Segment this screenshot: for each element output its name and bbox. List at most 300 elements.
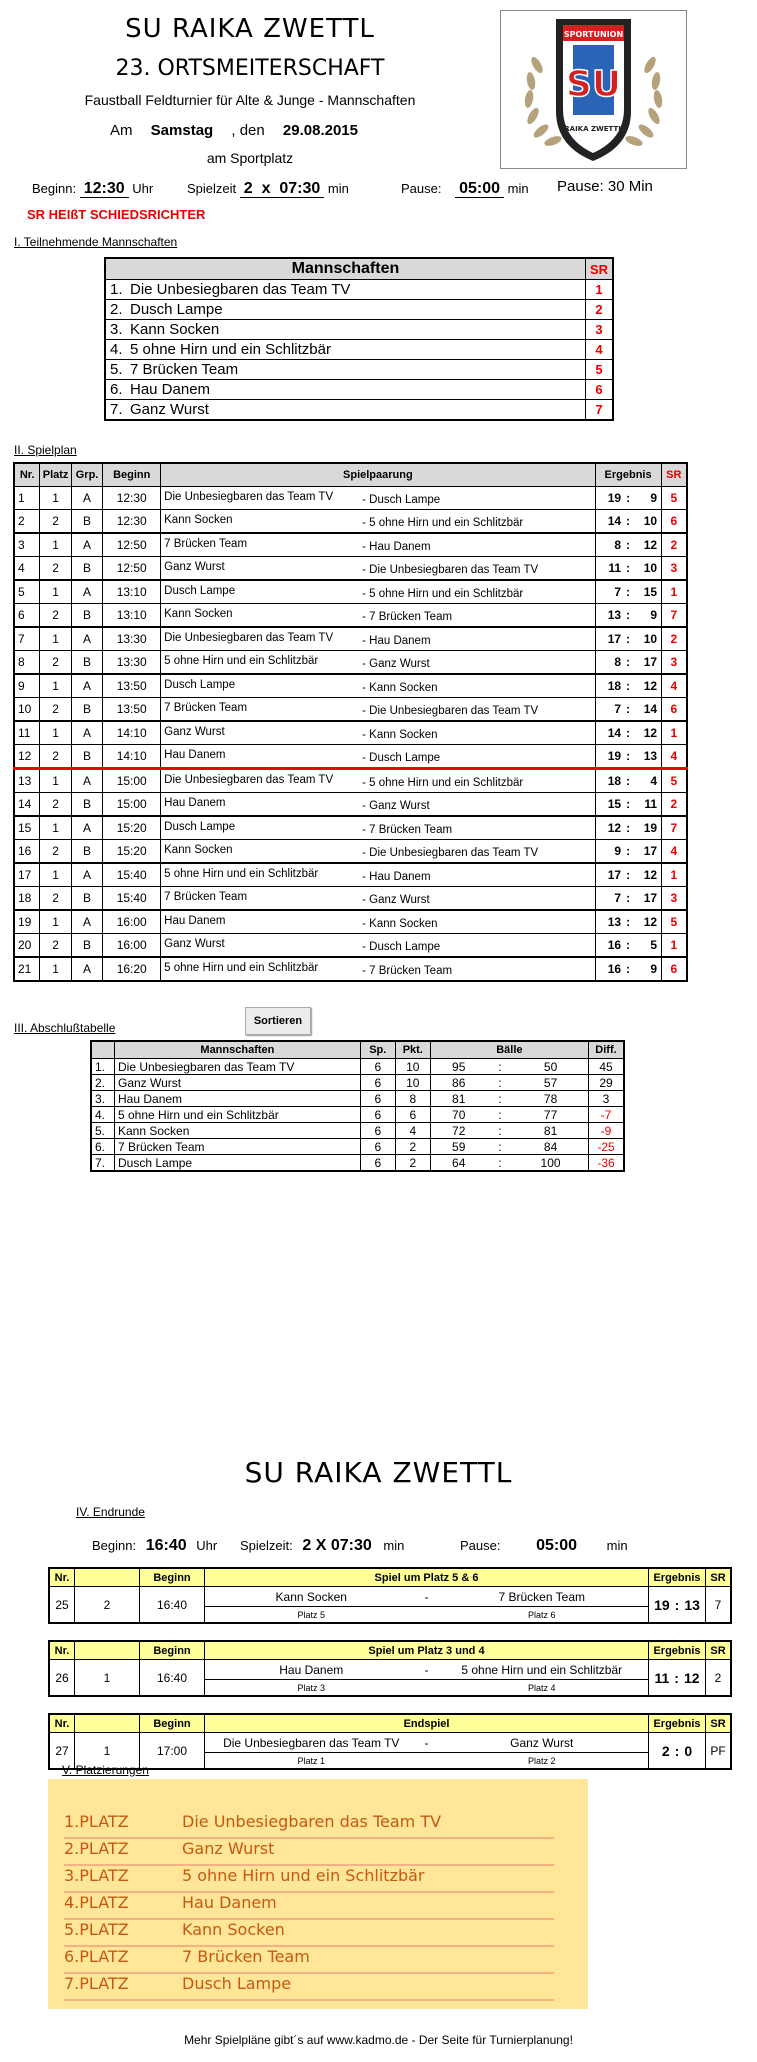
endrunde-match-title: Spiel um Platz 3 und 4 — [205, 1641, 649, 1660]
game-beginn: 13:10 — [103, 604, 161, 628]
game-result: 12 : 19 — [595, 816, 661, 840]
placing-rank: 4.PLATZ — [64, 1893, 129, 1912]
endrunde-match-title: Spiel um Platz 5 & 6 — [205, 1568, 649, 1587]
standings-team: Dusch Lampe — [115, 1155, 361, 1172]
schedule-row — [14, 674, 687, 698]
game-grp: A — [71, 957, 102, 981]
placing-rank: 3.PLATZ — [64, 1866, 129, 1885]
game-grp: B — [71, 698, 102, 722]
begin-info: Beginn: 12:30 Uhr — [32, 180, 154, 197]
game-sr: 5 — [661, 487, 687, 510]
am-label: Am — [110, 122, 133, 139]
endrunde-result: 2 : 0 — [649, 1733, 706, 1770]
schedule-row — [14, 816, 687, 840]
game-beginn: 15:40 — [103, 863, 161, 887]
schedule-row — [14, 887, 687, 911]
endrunde-platz: 2 — [75, 1587, 140, 1624]
game-grp: A — [71, 627, 102, 651]
game-pairing — [161, 793, 595, 817]
schedule-col-header: Spielpaarung — [161, 463, 595, 487]
game-platz: 1 — [40, 957, 71, 981]
team-away: - 5 ohne Hirn und ein Schlitzbär — [362, 587, 524, 600]
endrunde-col-nr: Nr. — [49, 1641, 75, 1660]
placing-row — [64, 1866, 554, 1893]
game-result: 17 : 12 — [595, 863, 661, 887]
endrunde-col-ergebnis: Ergebnis — [649, 1641, 706, 1660]
placing-row — [64, 1893, 554, 1920]
schedule-col-header: Beginn — [103, 463, 161, 487]
standings-pkt: 10 — [395, 1075, 430, 1091]
placing-rank: 5.PLATZ — [64, 1920, 129, 1939]
game-beginn: 15:20 — [103, 840, 161, 864]
standings-pkt: 8 — [395, 1091, 430, 1107]
game-pairing — [161, 604, 595, 628]
standings-col-sp: Sp. — [360, 1041, 395, 1059]
endrunde-team1: Hau Danem — [279, 1662, 344, 1677]
standings-rank: 2. — [91, 1075, 115, 1091]
placing-team: Dusch Lampe — [182, 1974, 292, 1993]
game-platz: 2 — [40, 745, 71, 769]
team-away: - Die Unbesiegbaren das Team TV — [362, 704, 539, 717]
game-grp: B — [71, 510, 102, 534]
svg-text:SU: SU — [565, 64, 622, 105]
team-away: - 7 Brücken Team — [362, 610, 453, 623]
schedule-row — [14, 510, 687, 534]
team-home: Dusch Lampe — [164, 584, 236, 597]
standings-balls-against: 57 — [513, 1075, 588, 1091]
game-sr: 6 — [661, 957, 687, 981]
game-pairing — [161, 863, 595, 887]
standings-sp: 6 — [360, 1091, 395, 1107]
game-sr: 1 — [661, 721, 687, 745]
game-platz: 2 — [40, 840, 71, 864]
game-result: 7 : 15 — [595, 580, 661, 604]
schedule-col-header: Platz — [40, 463, 71, 487]
schedule-row — [14, 769, 687, 793]
standings-pkt: 4 — [395, 1123, 430, 1139]
game-grp: A — [71, 863, 102, 887]
day-value: Samstag — [150, 122, 214, 139]
schedule-row — [14, 840, 687, 864]
team-name: 3. Kann Socken — [105, 320, 585, 340]
game-grp: B — [71, 651, 102, 675]
team-away: - Kann Socken — [362, 917, 438, 930]
team-home: 7 Brücken Team — [164, 701, 248, 714]
game-platz: 2 — [40, 934, 71, 958]
placing-rank: 7.PLATZ — [64, 1974, 129, 1993]
team-home: Ganz Wurst — [164, 560, 225, 573]
placing-team: 5 ohne Hirn und ein Schlitzbär — [182, 1866, 425, 1885]
endrunde-sr: 7 — [706, 1587, 732, 1624]
game-nr: 1 — [14, 487, 40, 510]
placing-row — [64, 1947, 554, 1974]
schedule-row — [14, 651, 687, 675]
game-result: 13 : 9 — [595, 604, 661, 628]
placings-box — [48, 1779, 588, 2009]
standings-rank: 4. — [91, 1107, 115, 1123]
section-teams-heading: I. Teilnehmende Mannschaften — [14, 235, 178, 249]
endrunde-col-nr: Nr. — [49, 1714, 75, 1733]
game-result: 9 : 17 — [595, 840, 661, 864]
standings-diff: 45 — [589, 1059, 625, 1075]
game-result: 13 : 12 — [595, 910, 661, 934]
game-pairing — [161, 651, 595, 675]
game-nr: 13 — [14, 769, 40, 793]
game-pairing — [161, 840, 595, 864]
game-beginn: 16:00 — [103, 934, 161, 958]
game-beginn: 12:30 — [103, 487, 161, 510]
standings-pkt: 2 — [395, 1155, 430, 1172]
standings-row: 4. 5 ohne Hirn und ein Schlitzbär 6 6 70 : 77 -7 — [91, 1107, 624, 1123]
schedule-row — [14, 793, 687, 817]
game-platz: 2 — [40, 510, 71, 534]
standings-team: Kann Socken — [115, 1123, 361, 1139]
team-away: - Dusch Lampe — [362, 751, 441, 764]
endrunde-pause: Pause: 05:00 min — [460, 1537, 628, 1554]
game-nr: 8 — [14, 651, 40, 675]
schedule-row — [14, 698, 687, 722]
team-name: 1. Die Unbesiegbaren das Team TV — [105, 280, 585, 300]
team-away: - Ganz Wurst — [362, 893, 430, 906]
team-row — [105, 320, 613, 340]
team-home: Die Unbesiegbaren das Team TV — [164, 631, 334, 644]
team-away: - Hau Danem — [362, 540, 431, 553]
standings-col-balls: Bälle — [430, 1041, 588, 1059]
game-platz: 1 — [40, 721, 71, 745]
placing-row — [64, 1812, 554, 1839]
endrunde-col-beginn: Beginn — [140, 1568, 205, 1587]
team-sr: 2 — [585, 300, 613, 320]
schedule-row — [14, 863, 687, 887]
standings-sp: 6 — [360, 1059, 395, 1075]
pause-note: Pause: 30 Min — [557, 178, 653, 195]
team-sr: 1 — [585, 280, 613, 300]
team-away: - Hau Danem — [362, 870, 431, 883]
endrunde-col-sr: SR — [706, 1641, 732, 1660]
team-away: - Ganz Wurst — [362, 657, 430, 670]
team-home: Die Unbesiegbaren das Team TV — [164, 490, 334, 503]
game-sr: 1 — [661, 580, 687, 604]
standings-team: Hau Danem — [115, 1091, 361, 1107]
endrunde-team2: 7 Brücken Team — [498, 1589, 585, 1604]
game-beginn: 12:30 — [103, 510, 161, 534]
standings-sp: 6 — [360, 1123, 395, 1139]
game-grp: A — [71, 580, 102, 604]
team-away: - Kann Socken — [362, 728, 438, 741]
schedule-row — [14, 604, 687, 628]
endrunde-pairing: Hau Danem - 5 ohne Hirn und ein Schlitzbär — [205, 1660, 649, 1680]
standings-diff: -36 — [589, 1155, 625, 1172]
endrunde-team1: Die Unbesiegbaren das Team TV — [223, 1735, 400, 1750]
team-away: - 7 Brücken Team — [362, 964, 453, 977]
endrunde-nr: 26 — [49, 1660, 75, 1697]
game-sr: 2 — [661, 627, 687, 651]
team-row — [105, 380, 613, 400]
game-beginn: 13:30 — [103, 627, 161, 651]
team-sr: 6 — [585, 380, 613, 400]
game-nr: 6 — [14, 604, 40, 628]
team-row — [105, 400, 613, 421]
endrunde-match-table — [48, 1640, 732, 1697]
game-result: 8 : 12 — [595, 533, 661, 557]
game-pairing — [161, 721, 595, 745]
endrunde-col-ergebnis: Ergebnis — [649, 1714, 706, 1733]
svg-text:SPORTUNION: SPORTUNION — [563, 30, 624, 39]
game-sr: 3 — [661, 651, 687, 675]
endrunde-beginn: 17:00 — [140, 1733, 205, 1770]
game-result: 7 : 14 — [595, 698, 661, 722]
endrunde-match-table — [48, 1713, 732, 1770]
game-pairing — [161, 674, 595, 698]
game-platz: 1 — [40, 580, 71, 604]
endrunde-result: 11 : 12 — [649, 1660, 706, 1697]
game-pairing — [161, 887, 595, 911]
team-away: - 5 ohne Hirn und ein Schlitzbär — [362, 516, 524, 529]
placing-team: Hau Danem — [182, 1893, 277, 1912]
endrunde-sr: PF — [706, 1733, 732, 1770]
sort-button[interactable]: Sortieren — [245, 1007, 311, 1035]
game-platz: 1 — [40, 816, 71, 840]
endrunde-sub1: Platz 3 — [297, 1682, 325, 1693]
footer-text: Mehr Spielpläne gibt´s auf www.kadmo.de - Der Seite für Turnierplanung! — [184, 2033, 573, 2047]
game-platz: 2 — [40, 698, 71, 722]
standings-diff: -25 — [589, 1139, 625, 1155]
standings-table — [90, 1040, 625, 1172]
placing-team: Ganz Wurst — [182, 1839, 275, 1858]
team-sr: 3 — [585, 320, 613, 340]
game-result: 7 : 17 — [595, 887, 661, 911]
team-away: - Die Unbesiegbaren das Team TV — [362, 563, 539, 576]
standings-diff: 3 — [589, 1091, 625, 1107]
pause-info: Pause: 05:00 min — [401, 180, 529, 197]
standings-pkt: 2 — [395, 1139, 430, 1155]
schedule-row — [14, 910, 687, 934]
placing-rank: 2.PLATZ — [64, 1839, 129, 1858]
team-name: 6. Hau Danem — [105, 380, 585, 400]
team-sr: 4 — [585, 340, 613, 360]
game-beginn: 15:00 — [103, 769, 161, 793]
standings-team: Die Unbesiegbaren das Team TV — [115, 1059, 361, 1075]
team-away: - 5 ohne Hirn und ein Schlitzbär — [362, 776, 524, 789]
game-pairing — [161, 934, 595, 958]
endrunde-sub2: Platz 4 — [527, 1682, 556, 1693]
team-home: Die Unbesiegbaren das Team TV — [164, 773, 334, 786]
section-schedule-heading: II. Spielplan — [14, 443, 77, 457]
endrunde-nr: 27 — [49, 1733, 75, 1770]
game-result: 8 : 17 — [595, 651, 661, 675]
game-platz: 2 — [40, 651, 71, 675]
game-nr: 16 — [14, 840, 40, 864]
game-beginn: 14:10 — [103, 721, 161, 745]
game-beginn: 13:50 — [103, 674, 161, 698]
placing-rank: 6.PLATZ — [64, 1947, 129, 1966]
team-away: - Hau Danem — [362, 634, 431, 647]
game-pairing — [161, 510, 595, 534]
standings-balls-against: 50 — [513, 1059, 588, 1075]
game-result: 14 : 10 — [595, 510, 661, 534]
team-name: 2. Dusch Lampe — [105, 300, 585, 320]
tournament-subtitle: 23. ORTSMEITERSCHAFT — [115, 56, 385, 81]
game-sr: 2 — [661, 793, 687, 817]
standings-team: 7 Brücken Team — [115, 1139, 361, 1155]
team-away: - Ganz Wurst — [362, 799, 430, 812]
game-nr: 17 — [14, 863, 40, 887]
date-line — [110, 122, 358, 139]
game-platz: 1 — [40, 769, 71, 793]
team-home: 5 ohne Hirn und ein Schlitzbär — [164, 654, 319, 667]
game-pairing — [161, 557, 595, 581]
game-grp: B — [71, 557, 102, 581]
standings-diff: -7 — [589, 1107, 625, 1123]
game-pairing — [161, 627, 595, 651]
endrunde-col-sr: SR — [706, 1714, 732, 1733]
game-result: 15 : 11 — [595, 793, 661, 817]
standings-balls-for: 86 — [430, 1075, 486, 1091]
game-sr: 4 — [661, 840, 687, 864]
game-sr: 1 — [661, 863, 687, 887]
standings-balls-against: 100 — [513, 1155, 588, 1172]
schedule-row — [14, 721, 687, 745]
endrunde-result: 19 : 13 — [649, 1587, 706, 1624]
venue: am Sportplatz — [206, 150, 294, 166]
game-pairing — [161, 957, 595, 981]
game-sr: 4 — [661, 745, 687, 769]
game-grp: A — [71, 533, 102, 557]
endrunde-sub1: Platz 1 — [297, 1755, 325, 1766]
game-nr: 12 — [14, 745, 40, 769]
standings-sp: 6 — [360, 1075, 395, 1091]
standings-rank: 5. — [91, 1123, 115, 1139]
schedule-col-header: Ergebnis — [595, 463, 661, 487]
standings-balls-against: 78 — [513, 1091, 588, 1107]
placing-team: Kann Socken — [182, 1920, 285, 1939]
game-platz: 2 — [40, 887, 71, 911]
team-away: - Die Unbesiegbaren das Team TV — [362, 846, 539, 859]
endrunde-sr: 2 — [706, 1660, 732, 1697]
schedule-row — [14, 745, 687, 769]
game-beginn: 13:10 — [103, 580, 161, 604]
team-name: 4. 5 ohne Hirn und ein Schlitzbär — [105, 340, 585, 360]
team-home: Kann Socken — [164, 843, 233, 856]
team-name: 7. Ganz Wurst — [105, 400, 585, 421]
game-nr: 9 — [14, 674, 40, 698]
placing-rank: 1.PLATZ — [64, 1812, 129, 1831]
standings-balls-for: 59 — [430, 1139, 486, 1155]
game-sr: 1 — [661, 934, 687, 958]
endrunde-team2: 5 ohne Hirn und ein Schlitzbär — [461, 1662, 623, 1677]
game-grp: A — [71, 910, 102, 934]
endrunde-match-title: Endspiel — [205, 1714, 649, 1733]
standings-row: 3. Hau Danem 6 8 81 : 78 3 — [91, 1091, 624, 1107]
schedule-row — [14, 487, 687, 510]
game-platz: 1 — [40, 627, 71, 651]
game-nr: 18 — [14, 887, 40, 911]
game-beginn: 16:00 — [103, 910, 161, 934]
standings-col-diff: Diff. — [589, 1041, 625, 1059]
game-sr: 7 — [661, 816, 687, 840]
schedule-table — [13, 462, 688, 982]
schedule-col-header: Nr. — [14, 463, 40, 487]
game-sr: 2 — [661, 533, 687, 557]
game-pairing — [161, 745, 595, 769]
tournament-description: Faustball Feldturnier für Alte & Junge - Mannschaften — [84, 92, 416, 108]
game-pairing — [161, 533, 595, 557]
game-pairing — [161, 816, 595, 840]
standings-diff: -9 — [589, 1123, 625, 1139]
standings-team: Ganz Wurst — [115, 1075, 361, 1091]
game-sr: 3 — [661, 887, 687, 911]
game-platz: 1 — [40, 863, 71, 887]
team-home: 7 Brücken Team — [164, 890, 248, 903]
standings-row: 7. Dusch Lampe 6 2 64 : 100 -36 — [91, 1155, 624, 1172]
standings-col-pkt: Pkt. — [395, 1041, 430, 1059]
team-row — [105, 300, 613, 320]
page-title: SU RAIKA ZWETTL — [125, 14, 375, 44]
section-placings-heading: V. Platzierungen — [62, 1763, 149, 1777]
endrunde-begin: Beginn: 16:40 Uhr — [92, 1537, 218, 1554]
sr-col-header: SR — [585, 258, 613, 280]
game-beginn: 15:20 — [103, 816, 161, 840]
endrunde-sub2: Platz 2 — [527, 1755, 556, 1766]
game-result: 11 : 10 — [595, 557, 661, 581]
game-grp: B — [71, 887, 102, 911]
game-sr: 7 — [661, 604, 687, 628]
endrunde-nr: 25 — [49, 1587, 75, 1624]
game-grp: B — [71, 604, 102, 628]
standings-balls-for: 81 — [430, 1091, 486, 1107]
game-nr: 4 — [14, 557, 40, 581]
game-nr: 10 — [14, 698, 40, 722]
standings-rank: 7. — [91, 1155, 115, 1172]
endrunde-spielzeit: Spielzeit: 2 X 07:30 min — [240, 1537, 405, 1554]
game-grp: A — [71, 487, 102, 510]
schedule-row — [14, 957, 687, 981]
endrunde-pairing: Die Unbesiegbaren das Team TV - Ganz Wurst — [205, 1733, 649, 1753]
team-home: Dusch Lampe — [164, 678, 236, 691]
placing-team: 7 Brücken Team — [182, 1947, 310, 1966]
game-nr: 15 — [14, 816, 40, 840]
standings-pkt: 6 — [395, 1107, 430, 1123]
endrunde-col-ergebnis: Ergebnis — [649, 1568, 706, 1587]
game-nr: 5 — [14, 580, 40, 604]
standings-row: 1. Die Unbesiegbaren das Team TV 6 10 95 : 50 45 — [91, 1059, 624, 1075]
game-grp: A — [71, 816, 102, 840]
game-sr: 6 — [661, 698, 687, 722]
game-beginn: 12:50 — [103, 557, 161, 581]
team-home: Kann Socken — [164, 513, 233, 526]
game-sr: 5 — [661, 910, 687, 934]
endrunde-pairing: Kann Socken - 7 Brücken Team — [205, 1587, 649, 1607]
game-platz: 2 — [40, 793, 71, 817]
standings-rank: 6. — [91, 1139, 115, 1155]
endrunde-team2: Ganz Wurst — [510, 1735, 574, 1750]
game-pairing — [161, 487, 595, 510]
pause-value: 05:00 — [455, 180, 504, 198]
game-platz: 1 — [40, 533, 71, 557]
game-nr: 21 — [14, 957, 40, 981]
den-label: , den — [231, 122, 265, 139]
schedule-row — [14, 627, 687, 651]
endrunde-match-table — [48, 1567, 732, 1624]
endrunde-col-beginn: Beginn — [140, 1714, 205, 1733]
standings-rank: 3. — [91, 1091, 115, 1107]
standings-team: 5 ohne Hirn und ein Schlitzbär — [115, 1107, 361, 1123]
team-home: Hau Danem — [164, 914, 226, 927]
teams-table — [104, 257, 614, 421]
schedule-row — [14, 934, 687, 958]
game-beginn: 12:50 — [103, 533, 161, 557]
game-grp: B — [71, 840, 102, 864]
